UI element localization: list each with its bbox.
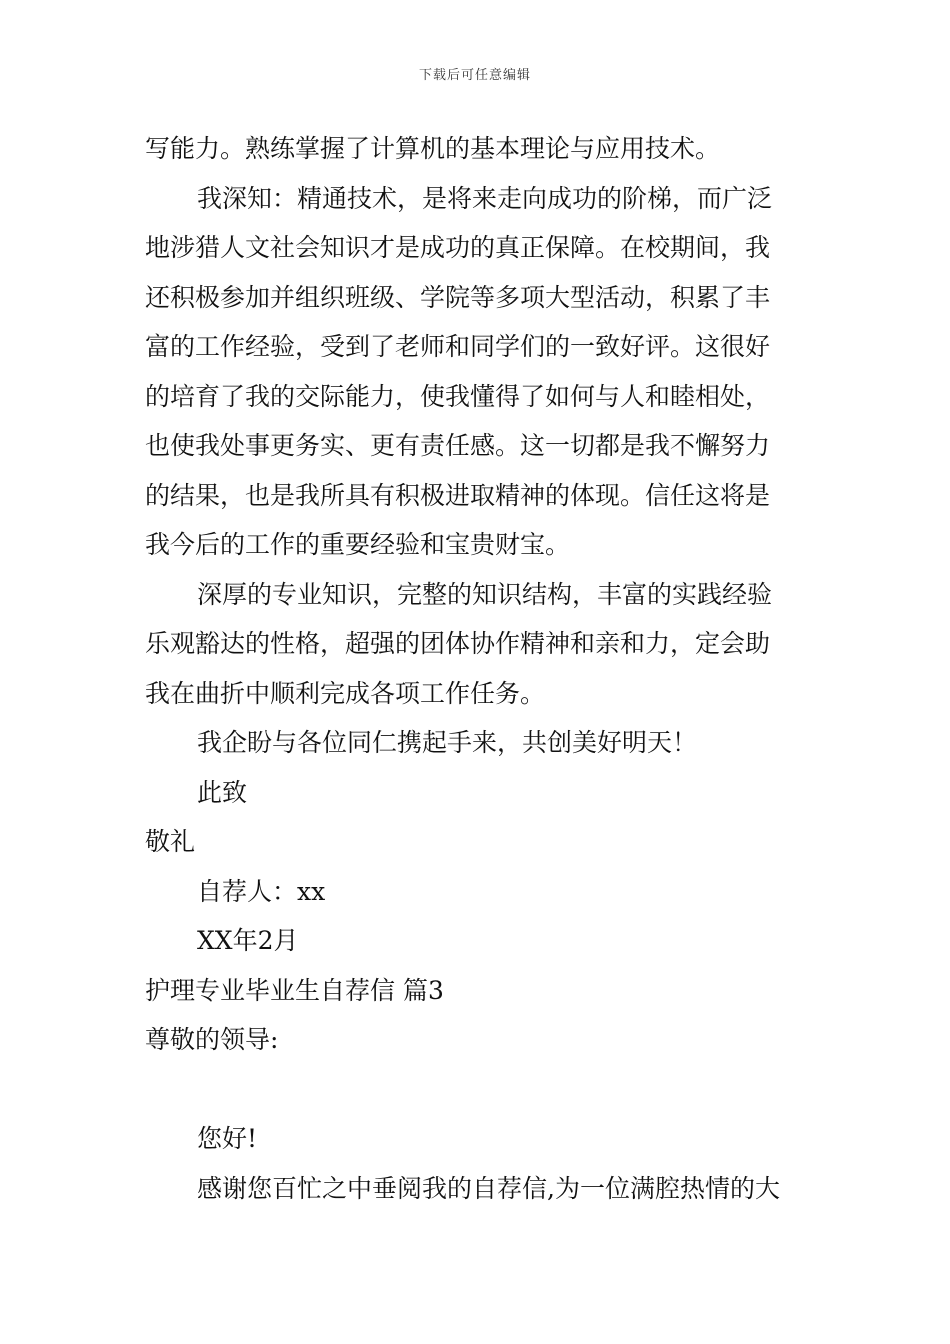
paragraph-start: 我企盼与各位同仁携起手来，共创美好明天！ bbox=[197, 728, 698, 757]
document-body bbox=[145, 124, 810, 1213]
section-title: 护理专业毕业生自荐信 篇3 bbox=[145, 975, 444, 1005]
text-line: 也使我处事更务实、更有责任感。这一切都是我不懈努力 bbox=[145, 431, 771, 460]
date-line: XX年2月 bbox=[197, 926, 299, 955]
text-line: 富的工作经验，受到了老师和同学们的一致好评。这很好 bbox=[145, 332, 771, 361]
text-line: 的培育了我的交际能力，使我懂得了如何与人和睦相处， bbox=[145, 381, 771, 411]
paragraph-start: 我深知：精通技术，是将来走向成功的阶梯，而广泛 bbox=[197, 183, 773, 213]
text-line: 写能力。熟练掌握了计算机的基本理论与应用技术。 bbox=[145, 134, 721, 163]
text-line: 的结果，也是我所具有积极进取精神的体现。信任这将是 bbox=[145, 480, 771, 510]
salutation: 敬礼 bbox=[145, 827, 196, 856]
closing-phrase: 此致 bbox=[197, 777, 248, 807]
signature: 自荐人：xx bbox=[197, 876, 326, 906]
greeting-recipient: 尊敬的领导: bbox=[145, 1025, 279, 1054]
blank-line bbox=[145, 1065, 810, 1115]
text-line: 乐观豁达的性格，超强的团体协作精神和亲和力，定会助 bbox=[145, 629, 771, 658]
text-line: 我在曲折中顺利完成各项工作任务。 bbox=[145, 678, 546, 708]
paragraph-start: 深厚的专业知识，完整的知识结构，丰富的实践经验 bbox=[197, 579, 773, 609]
page-header: 下载后可任意编辑 bbox=[418, 68, 531, 83]
paragraph-start: 感谢您百忙之中垂阅我的自荐信,为一位满腔热情的大 bbox=[197, 1173, 780, 1203]
greeting: 您好! bbox=[197, 1124, 258, 1153]
text-line: 地涉猎人文社会知识才是成功的真正保障。在校期间，我 bbox=[145, 233, 771, 262]
text-line: 我今后的工作的重要经验和宝贵财宝。 bbox=[145, 530, 571, 559]
text-line: 还积极参加并组织班级、学院等多项大型活动，积累了丰 bbox=[145, 282, 771, 312]
